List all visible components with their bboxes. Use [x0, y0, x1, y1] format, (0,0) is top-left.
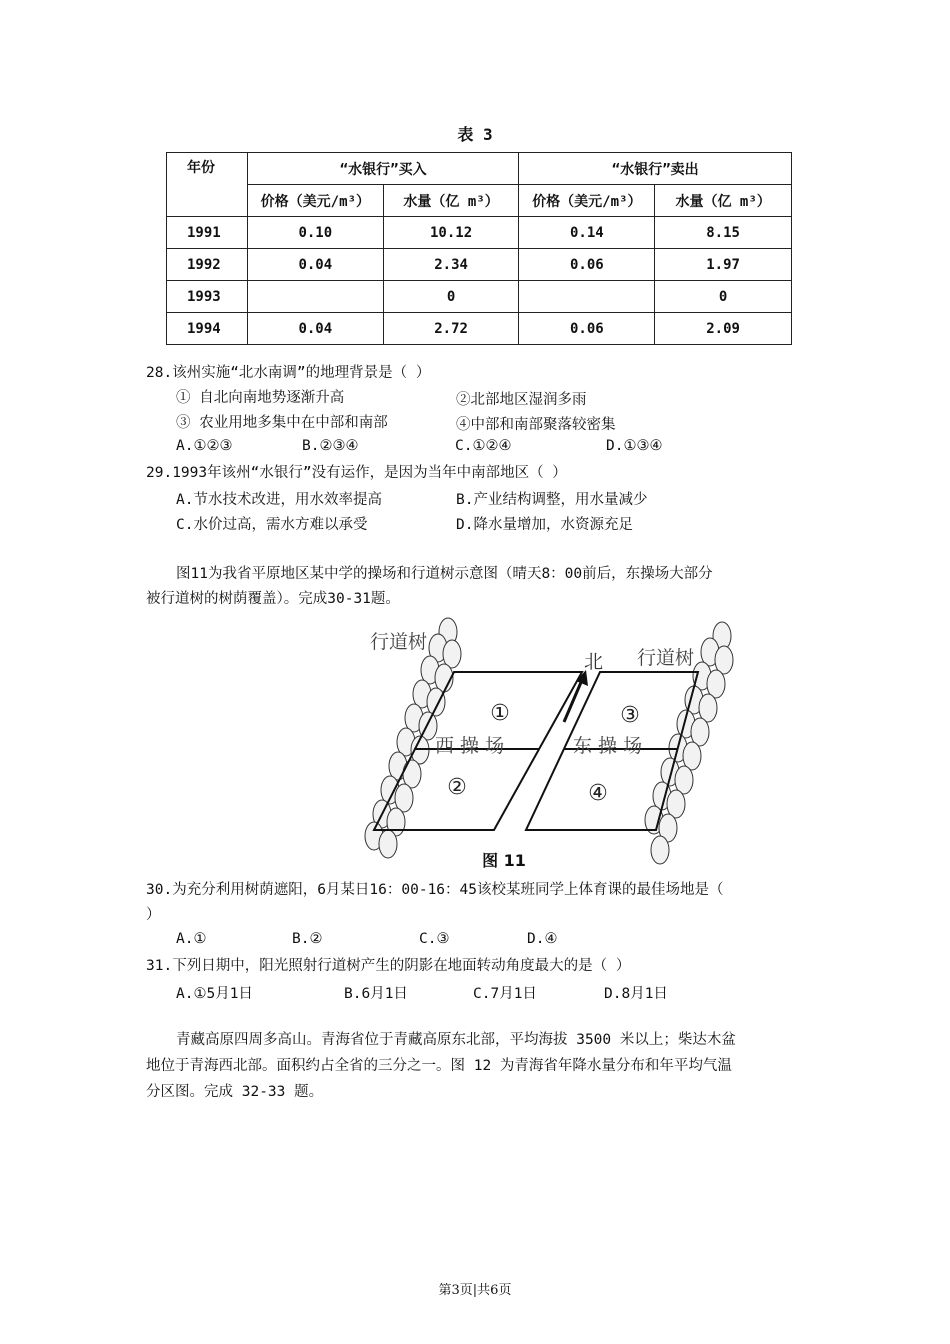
- intro-32-33-line1: 青藏高原四周多高山。青海省位于青藏高原东北部，平均海拔 3500 米以上；柴达木盆: [176, 1032, 736, 1048]
- header-buy-volume: 水量（亿 m³）: [383, 185, 519, 217]
- q28-option-d[interactable]: D.①③④: [606, 438, 663, 454]
- cell-buy-price: 0.04: [247, 249, 383, 281]
- field-label-1: ①: [490, 701, 510, 726]
- table-title: 表 3: [457, 125, 493, 144]
- q29-option-d[interactable]: D.降水量增加，水资源充足: [456, 517, 633, 533]
- q30-option-b[interactable]: B.②: [292, 931, 323, 947]
- page-footer: 第3页|共6页: [438, 1283, 512, 1298]
- intro-30-31-line1: 图11为我省平原地区某中学的操场和行道树示意图（晴天8：00前后，东操场大部分: [176, 566, 713, 582]
- cell-sell-price: [519, 281, 655, 313]
- cell-year: 1992: [167, 249, 248, 281]
- cell-buy-price: 0.04: [247, 313, 383, 345]
- table-row: [167, 249, 792, 281]
- intro-32-33-line2: 地位于青海西北部。面积约占全省的三分之一。图 12 为青海省年降水量分布和年平均气温: [146, 1058, 732, 1074]
- q28-item-2: ②北部地区湿润多雨: [456, 392, 587, 408]
- cell-sell-volume: 8.15: [655, 217, 792, 249]
- cell-year: 1991: [167, 217, 248, 249]
- cell-buy-price: [247, 281, 383, 313]
- q29-stem: 29.1993年该州“水银行”没有运作，是因为当年中南部地区（ ）: [146, 465, 567, 481]
- q30-option-a[interactable]: A.①: [176, 931, 207, 947]
- cell-sell-volume: 0: [655, 281, 792, 313]
- q30-option-d[interactable]: D.④: [527, 931, 558, 947]
- q31-option-b[interactable]: B.6月1日: [344, 986, 408, 1002]
- q31-stem: 31.下列日期中，阳光照射行道树产生的阴影在地面转动角度最大的是（ ）: [146, 958, 631, 974]
- tree-label-left: 行道树: [370, 631, 428, 653]
- table-row: [167, 217, 792, 249]
- field-label-4: ④: [588, 781, 608, 806]
- cell-year: 1993: [167, 281, 248, 313]
- field-label-3: ③: [620, 703, 640, 728]
- header-sell-price: 价格（美元/m³）: [519, 185, 655, 217]
- cell-sell-volume: 1.97: [655, 249, 792, 281]
- figure-11: [350, 612, 740, 874]
- cell-year: 1994: [167, 313, 248, 345]
- header-year: 年份: [167, 153, 248, 217]
- cell-sell-volume: 2.09: [655, 313, 792, 345]
- cell-buy-volume: 0: [383, 281, 519, 313]
- cell-sell-price: 0.14: [519, 217, 655, 249]
- q31-option-a[interactable]: A.①5月1日: [176, 986, 253, 1002]
- west-field-label: 西 操 场: [435, 735, 505, 757]
- east-field-label: 东 操 场: [573, 735, 643, 757]
- q31-option-d[interactable]: D.8月1日: [604, 986, 668, 1002]
- figure-caption: 图 11: [482, 851, 526, 870]
- water-bank-table: [166, 152, 792, 345]
- q28-option-c[interactable]: C.①②④: [455, 438, 512, 454]
- q28-item-4: ④中部和南部聚落较密集: [456, 417, 616, 433]
- q28-item-3: ③ 农业用地多集中在中部和南部: [176, 415, 388, 431]
- intro-32-33-line3: 分区图。完成 32-33 题。: [146, 1084, 324, 1100]
- header-sell: “水银行”卖出: [519, 153, 792, 185]
- q30-stem-line1: 30.为充分利用树荫遮阳，6月某日16：00-16：45该校某班同学上体育课的最佳场地是（: [146, 882, 724, 898]
- q28-option-b[interactable]: B.②③④: [302, 438, 359, 454]
- q31-option-c[interactable]: C.7月1日: [473, 986, 537, 1002]
- table-row: [167, 281, 792, 313]
- header-sell-volume: 水量（亿 m³）: [655, 185, 792, 217]
- cell-buy-volume: 2.34: [383, 249, 519, 281]
- cell-buy-price: 0.10: [247, 217, 383, 249]
- q28-stem: 28.该州实施“北水南调”的地理背景是（ ）: [146, 365, 431, 381]
- cell-buy-volume: 10.12: [383, 217, 519, 249]
- intro-30-31-line2: 被行道树的树荫覆盖）。完成30-31题。: [146, 591, 400, 607]
- q29-option-b[interactable]: B.产业结构调整，用水量减少: [456, 492, 648, 508]
- q29-option-c[interactable]: C.水价过高，需水方难以承受: [176, 517, 368, 533]
- tree-label-right: 行道树: [637, 647, 695, 669]
- field-label-2: ②: [447, 775, 467, 800]
- q30-stem-line2: ）: [146, 907, 161, 923]
- q28-item-1: ① 自北向南地势逐渐升高: [176, 390, 345, 406]
- table-row: [167, 313, 792, 345]
- q30-option-c[interactable]: C.③: [419, 931, 450, 947]
- cell-sell-price: 0.06: [519, 249, 655, 281]
- header-buy: “水银行”买入: [247, 153, 519, 185]
- north-label: 北: [584, 651, 604, 673]
- q28-option-a[interactable]: A.①②③: [176, 438, 233, 454]
- q29-option-a[interactable]: A.节水技术改进，用水效率提高: [176, 492, 382, 508]
- header-buy-price: 价格（美元/m³）: [247, 185, 383, 217]
- cell-buy-volume: 2.72: [383, 313, 519, 345]
- cell-sell-price: 0.06: [519, 313, 655, 345]
